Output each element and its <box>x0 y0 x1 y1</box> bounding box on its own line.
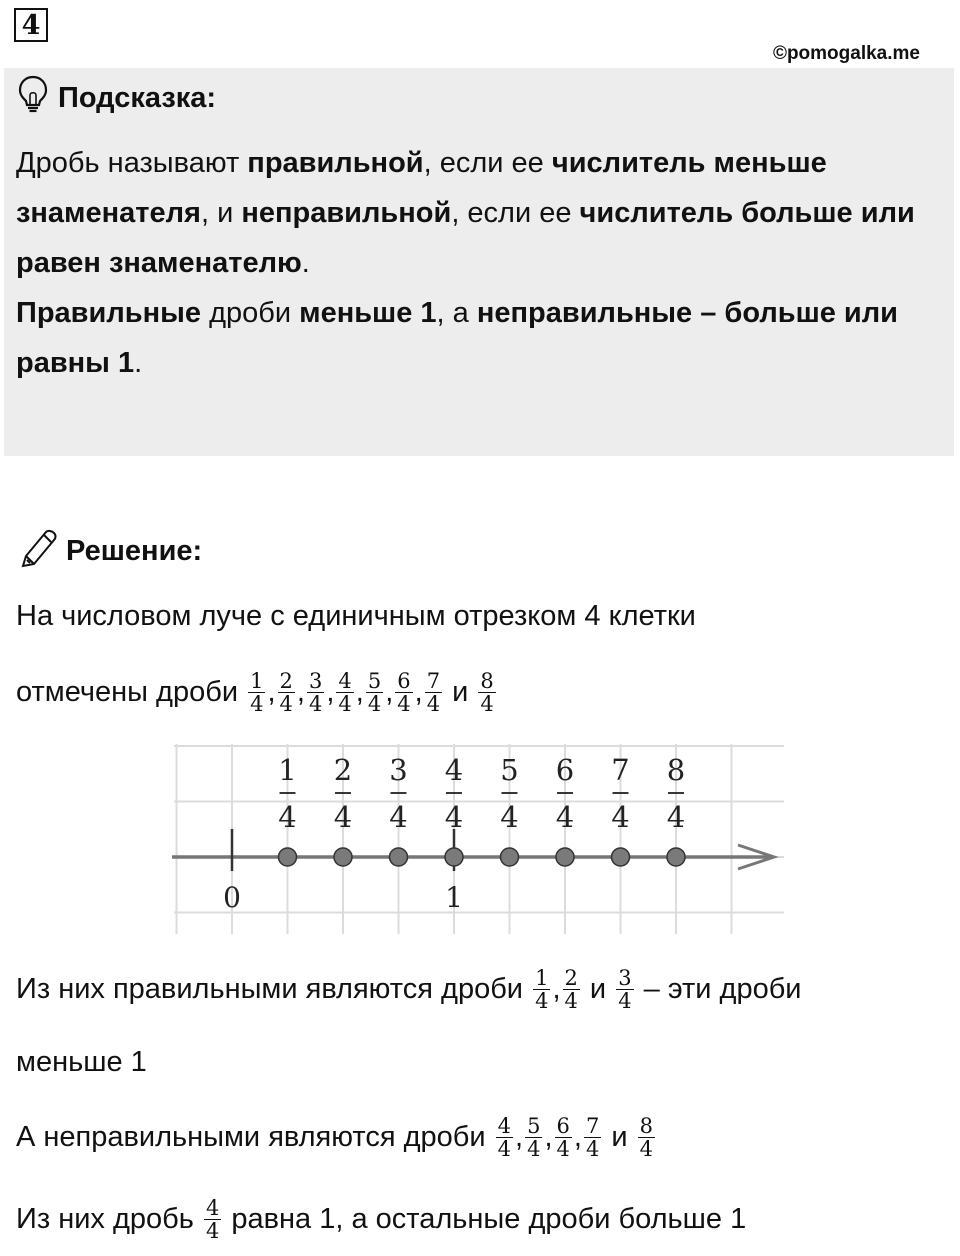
point-label-numerator: 3 <box>389 753 408 787</box>
fraction <box>525 1115 542 1160</box>
fraction <box>204 1197 221 1242</box>
hint-paragraph-1 <box>16 138 936 288</box>
fraction <box>478 670 495 715</box>
comma: , <box>385 675 394 708</box>
point-marker <box>556 848 574 866</box>
line-1-text: На числовом луче с единичным отрезком 4 клетки <box>16 599 696 632</box>
fraction-numerator: 2 <box>564 965 578 990</box>
fraction-denominator: 4 <box>639 1136 654 1161</box>
fraction <box>366 670 383 715</box>
point-label-denominator: 4 <box>555 800 575 834</box>
fraction-denominator: 4 <box>585 1136 600 1161</box>
fraction <box>395 670 412 715</box>
solution-line-2 <box>16 664 498 720</box>
fraction <box>248 670 265 715</box>
point-label-denominator: 4 <box>389 800 408 834</box>
fraction-numerator: 7 <box>426 668 441 693</box>
fraction-numerator: 1 <box>535 965 549 990</box>
point-marker <box>501 848 519 866</box>
line-3-prefix: Из них правильными являются дроби <box>16 972 532 1005</box>
hint-p1-run: правильной <box>247 147 424 179</box>
point-marker <box>334 848 352 866</box>
fraction-denominator: 4 <box>564 988 578 1013</box>
comma: , <box>515 1120 524 1153</box>
task-number: 4 <box>14 8 48 42</box>
conjunction: и <box>603 1120 636 1153</box>
point-marker <box>390 848 408 866</box>
number-line <box>168 740 788 940</box>
hint-p1-run: , если ее <box>451 197 580 229</box>
fraction-numerator: 1 <box>250 668 264 693</box>
solution-title <box>18 530 202 572</box>
solution-title-text: Решение: <box>66 534 203 567</box>
solution-line-1 <box>16 596 696 636</box>
hint-p1-run: , если ее <box>423 147 552 179</box>
point-marker <box>279 848 297 866</box>
fraction-numerator: 5 <box>367 668 382 693</box>
point-label-numerator: 7 <box>611 753 630 787</box>
fraction-denominator: 4 <box>308 691 323 716</box>
point-label-denominator: 4 <box>500 800 519 834</box>
point-label-numerator: 6 <box>555 753 575 787</box>
fraction-denominator: 4 <box>497 1136 512 1161</box>
solution-line-6 <box>16 1190 746 1248</box>
fraction-numerator: 5 <box>527 1113 541 1138</box>
line-6-suffix: равна 1, а остальные дроби больше 1 <box>223 1202 747 1235</box>
point-label-denominator: 4 <box>611 800 630 834</box>
fraction <box>616 967 633 1012</box>
fraction <box>278 670 295 715</box>
point-marker <box>445 848 463 866</box>
fraction <box>533 967 550 1012</box>
fraction-denominator: 4 <box>397 691 411 716</box>
comma: , <box>544 1120 553 1153</box>
hint-p2-run: меньше 1 <box>299 297 437 329</box>
fraction-numerator: 4 <box>205 1195 220 1220</box>
pencil-icon <box>18 526 60 576</box>
fraction-denominator: 4 <box>618 988 632 1013</box>
hint-p2-run: , а <box>436 297 477 329</box>
comma: , <box>552 972 561 1005</box>
point-label-denominator: 4 <box>666 800 686 834</box>
fraction-numerator: 2 <box>279 668 293 693</box>
fraction-numerator: 4 <box>338 668 352 693</box>
hint-p1-run: неправильной <box>241 197 452 229</box>
fraction-numerator: 8 <box>480 668 494 693</box>
point-label-numerator: 8 <box>666 753 686 787</box>
solution-line-5 <box>16 1108 657 1166</box>
fraction-denominator: 4 <box>556 1136 570 1161</box>
point-label-denominator: 4 <box>444 800 464 834</box>
fraction-denominator: 4 <box>527 1136 541 1161</box>
hint-p1-run: числитель меньше знаменателя <box>16 147 827 229</box>
point-marker <box>667 848 685 866</box>
zero-label: 0 <box>223 881 241 914</box>
conjunction: и <box>581 972 615 1005</box>
solution-line-4 <box>16 1042 147 1082</box>
fraction-numerator: 8 <box>639 1113 654 1138</box>
fraction <box>563 967 580 1012</box>
hint-title-text: Подсказка: <box>58 81 217 114</box>
hint-p1-run: . <box>301 247 310 279</box>
line-3-suffix: – эти дроби <box>635 972 802 1005</box>
fraction-numerator: 3 <box>308 668 323 693</box>
lightbulb-icon <box>18 75 48 121</box>
point-marker <box>612 848 630 866</box>
hint-title <box>18 78 216 118</box>
point-label-denominator: 4 <box>333 800 353 834</box>
fraction-denominator: 4 <box>367 691 382 716</box>
comma: , <box>326 675 335 708</box>
line-2-prefix: отмечены дроби <box>16 675 247 708</box>
copyright: ©pomogalka.me <box>772 43 920 64</box>
solution-line-3 <box>16 960 802 1018</box>
hint-p1-run: , и <box>200 197 242 229</box>
fraction <box>584 1115 601 1160</box>
fraction-numerator: 3 <box>618 965 632 990</box>
point-label-numerator: 5 <box>500 753 519 787</box>
hint-p1-run: Дробь называют <box>16 147 248 179</box>
line-6-prefix: Из них дробь <box>16 1202 202 1235</box>
comma: , <box>573 1120 582 1153</box>
fraction <box>425 670 442 715</box>
fraction-denominator: 4 <box>250 691 264 716</box>
line-5-prefix: А неправильными являются дроби <box>16 1120 494 1153</box>
hint-p2-run: дроби <box>201 297 300 329</box>
fraction <box>496 1115 513 1160</box>
point-label-denominator: 4 <box>278 800 297 834</box>
hint-text <box>16 138 936 388</box>
point-label-numerator: 4 <box>444 753 464 787</box>
comma: , <box>267 675 276 708</box>
point-label-numerator: 2 <box>333 753 353 787</box>
hint-p2-run: . <box>134 347 143 379</box>
fraction <box>336 670 353 715</box>
fraction <box>638 1115 655 1160</box>
fraction-denominator: 4 <box>535 988 549 1013</box>
fraction-denominator: 4 <box>338 691 352 716</box>
hint-paragraph-2 <box>16 288 936 388</box>
fraction-denominator: 4 <box>205 1218 220 1243</box>
comma: , <box>414 675 423 708</box>
fraction-numerator: 6 <box>397 668 411 693</box>
fraction-numerator: 4 <box>497 1113 512 1138</box>
fraction-numerator: 6 <box>556 1113 570 1138</box>
fraction <box>555 1115 572 1160</box>
hint-p2-run: неправильные – больше или равны 1 <box>16 297 899 379</box>
comma: , <box>355 675 364 708</box>
one-label: 1 <box>445 881 463 914</box>
fraction-denominator: 4 <box>480 691 494 716</box>
fraction <box>307 670 324 715</box>
comma: , <box>296 675 305 708</box>
point-label-numerator: 1 <box>278 753 297 787</box>
line-4-text: меньше 1 <box>16 1045 147 1078</box>
hint-p2-run: Правильные <box>16 297 202 329</box>
fraction-denominator: 4 <box>426 691 441 716</box>
fraction-denominator: 4 <box>279 691 293 716</box>
fraction-numerator: 7 <box>585 1113 600 1138</box>
hint-p1-run: числитель больше или равен знаменателю <box>16 197 915 279</box>
conjunction: и <box>444 675 477 708</box>
